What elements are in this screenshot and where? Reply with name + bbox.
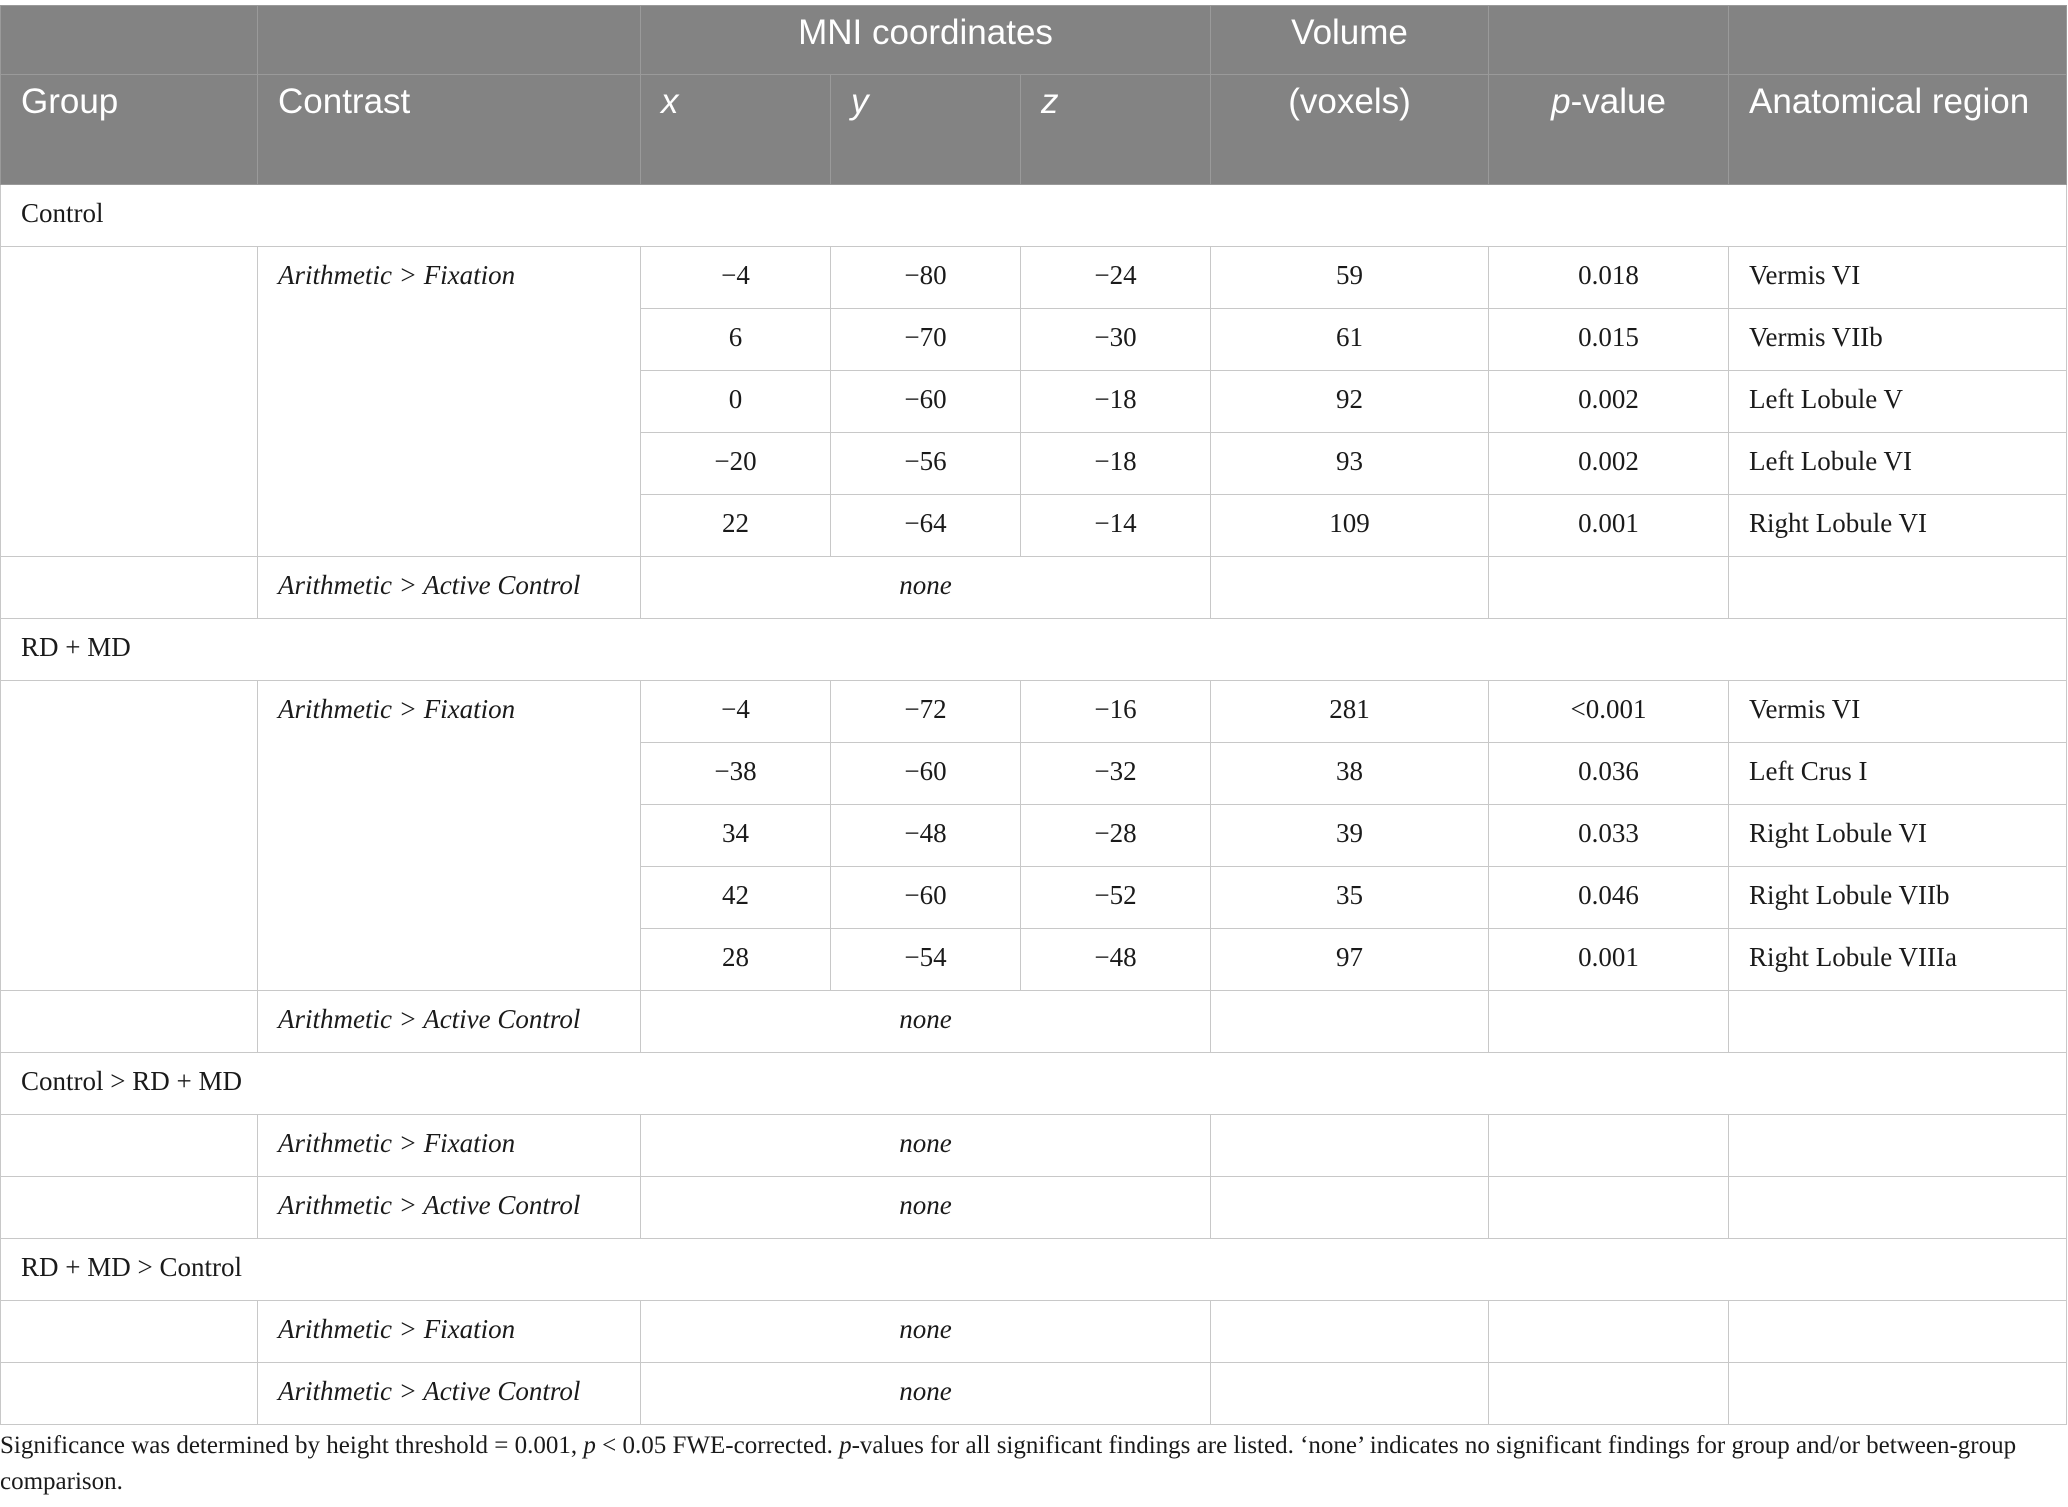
cell-y: −54 (831, 929, 1021, 991)
cell-volume: 35 (1211, 867, 1489, 929)
contrast-label: Arithmetic > Fixation (258, 681, 641, 991)
empty-cell (1211, 1301, 1489, 1363)
none-value: none (641, 991, 1211, 1053)
cell-y: −80 (831, 247, 1021, 309)
header-empty (1489, 6, 1729, 75)
cell-volume: 61 (1211, 309, 1489, 371)
header-row-1 (1, 6, 2067, 75)
table-row (1, 1363, 2067, 1425)
empty-cell (1489, 557, 1729, 619)
empty-cell (1489, 1301, 1729, 1363)
empty-cell (1489, 1363, 1729, 1425)
cell-z: −30 (1021, 309, 1211, 371)
table-row (1, 681, 2067, 743)
cell-p-value: <0.001 (1489, 681, 1729, 743)
header-volume: Volume (1211, 6, 1489, 75)
contrast-label: Arithmetic > Active Control (258, 557, 641, 619)
cell-p-value: 0.002 (1489, 371, 1729, 433)
footnote-text: -values for all significant findings are listed. ‘none’ indicates no significant findings for group and/or between-group comparison. (0, 1432, 2017, 1495)
cell-p-value: 0.001 (1489, 495, 1729, 557)
header-group: Group (1, 75, 258, 185)
table-row (1, 991, 2067, 1053)
cell-region: Right Lobule VI (1729, 495, 2067, 557)
cell-x: 0 (641, 371, 831, 433)
none-value: none (641, 1115, 1211, 1177)
table-row (1, 247, 2067, 309)
cell-x: −4 (641, 247, 831, 309)
header-empty (1, 6, 258, 75)
cell-volume: 59 (1211, 247, 1489, 309)
footnote-text: Significance was determined by height threshold = 0.001, (0, 1432, 584, 1459)
group-row (1, 185, 2067, 247)
header-empty (258, 6, 641, 75)
empty-cell (1211, 991, 1489, 1053)
cell-volume: 109 (1211, 495, 1489, 557)
cell-p-value: 0.002 (1489, 433, 1729, 495)
cell-z: −48 (1021, 929, 1211, 991)
table-row (1, 557, 2067, 619)
table-body (1, 185, 2067, 1425)
empty-cell (1211, 1363, 1489, 1425)
cell-volume: 92 (1211, 371, 1489, 433)
cell-p-value: 0.046 (1489, 867, 1729, 929)
cell-x: 28 (641, 929, 831, 991)
cell-p-value: 0.015 (1489, 309, 1729, 371)
contrast-label: Arithmetic > Active Control (258, 1177, 641, 1239)
cell-z: −52 (1021, 867, 1211, 929)
empty-cell (1729, 1301, 2067, 1363)
cell-region: Vermis VI (1729, 681, 2067, 743)
none-value: none (641, 557, 1211, 619)
none-value: none (641, 1177, 1211, 1239)
table-row (1, 1177, 2067, 1239)
table-row (1, 1115, 2067, 1177)
cell-z: −14 (1021, 495, 1211, 557)
cell-z: −18 (1021, 371, 1211, 433)
header-voxels: (voxels) (1211, 75, 1489, 185)
cell-z: −24 (1021, 247, 1211, 309)
empty-cell (1729, 1115, 2067, 1177)
empty-cell (1211, 1177, 1489, 1239)
cell-region: Vermis VIIb (1729, 309, 2067, 371)
empty-cell (1, 681, 258, 991)
empty-cell (1489, 991, 1729, 1053)
contrast-label: Arithmetic > Fixation (258, 1115, 641, 1177)
cell-y: −60 (831, 371, 1021, 433)
cell-x: 22 (641, 495, 831, 557)
cell-y: −64 (831, 495, 1021, 557)
cell-region: Left Crus I (1729, 743, 2067, 805)
empty-cell (1, 1177, 258, 1239)
cell-y: −48 (831, 805, 1021, 867)
header-row-2 (1, 75, 2067, 185)
cell-region: Vermis VI (1729, 247, 2067, 309)
cell-y: −56 (831, 433, 1021, 495)
group-row (1, 1053, 2067, 1115)
footnote-p-italic: p (839, 1432, 852, 1459)
group-label: RD + MD (1, 619, 2067, 681)
cell-p-value: 0.033 (1489, 805, 1729, 867)
cell-z: −32 (1021, 743, 1211, 805)
cell-y: −72 (831, 681, 1021, 743)
cell-y: −60 (831, 743, 1021, 805)
cell-y: −70 (831, 309, 1021, 371)
empty-cell (1729, 991, 2067, 1053)
header-p-rest: -value (1570, 82, 1666, 121)
table-row (1, 1301, 2067, 1363)
cell-region: Left Lobule VI (1729, 433, 2067, 495)
empty-cell (1, 1363, 258, 1425)
cell-z: −16 (1021, 681, 1211, 743)
header-x: x (641, 75, 831, 185)
group-row (1, 1239, 2067, 1301)
cell-x: 34 (641, 805, 831, 867)
cell-volume: 38 (1211, 743, 1489, 805)
empty-cell (1729, 1363, 2067, 1425)
contrast-label: Arithmetic > Active Control (258, 1363, 641, 1425)
contrast-label: Arithmetic > Active Control (258, 991, 641, 1053)
group-label: Control (1, 185, 2067, 247)
empty-cell (1211, 1115, 1489, 1177)
empty-cell (1729, 557, 2067, 619)
header-anatomical-region: Anatomical region (1729, 75, 2067, 185)
cell-region: Right Lobule VIIb (1729, 867, 2067, 929)
cell-z: −28 (1021, 805, 1211, 867)
empty-cell (1489, 1177, 1729, 1239)
group-label: RD + MD > Control (1, 1239, 2067, 1301)
header-z: z (1021, 75, 1211, 185)
header-mni-coordinates: MNI coordinates (641, 6, 1211, 75)
cell-p-value: 0.018 (1489, 247, 1729, 309)
cell-z: −18 (1021, 433, 1211, 495)
cell-p-value: 0.036 (1489, 743, 1729, 805)
cell-x: 6 (641, 309, 831, 371)
empty-cell (1, 1115, 258, 1177)
cell-x: −4 (641, 681, 831, 743)
cell-y: −60 (831, 867, 1021, 929)
cell-volume: 39 (1211, 805, 1489, 867)
footnote-p-italic: p (583, 1432, 596, 1459)
empty-cell (1211, 557, 1489, 619)
footnote-text: < 0.05 FWE-corrected. (595, 1432, 840, 1459)
cell-x: −20 (641, 433, 831, 495)
none-value: none (641, 1363, 1211, 1425)
group-row (1, 619, 2067, 681)
cell-region: Left Lobule V (1729, 371, 2067, 433)
table-footnote (0, 1428, 2060, 1500)
contrast-label: Arithmetic > Fixation (258, 1301, 641, 1363)
cell-x: 42 (641, 867, 831, 929)
cell-region: Right Lobule VIIIa (1729, 929, 2067, 991)
results-table (0, 5, 2067, 1425)
cell-p-value: 0.001 (1489, 929, 1729, 991)
cell-volume: 93 (1211, 433, 1489, 495)
header-y: y (831, 75, 1021, 185)
header-p-italic: p (1551, 82, 1571, 121)
contrast-label: Arithmetic > Fixation (258, 247, 641, 557)
empty-cell (1, 991, 258, 1053)
header-p-value (1489, 75, 1729, 185)
table-header (1, 6, 2067, 185)
header-contrast: Contrast (258, 75, 641, 185)
cell-x: −38 (641, 743, 831, 805)
group-label: Control > RD + MD (1, 1053, 2067, 1115)
cell-volume: 97 (1211, 929, 1489, 991)
empty-cell (1, 1301, 258, 1363)
empty-cell (1489, 1115, 1729, 1177)
cell-volume: 281 (1211, 681, 1489, 743)
empty-cell (1, 247, 258, 557)
header-empty (1729, 6, 2067, 75)
cell-region: Right Lobule VI (1729, 805, 2067, 867)
empty-cell (1729, 1177, 2067, 1239)
empty-cell (1, 557, 258, 619)
none-value: none (641, 1301, 1211, 1363)
